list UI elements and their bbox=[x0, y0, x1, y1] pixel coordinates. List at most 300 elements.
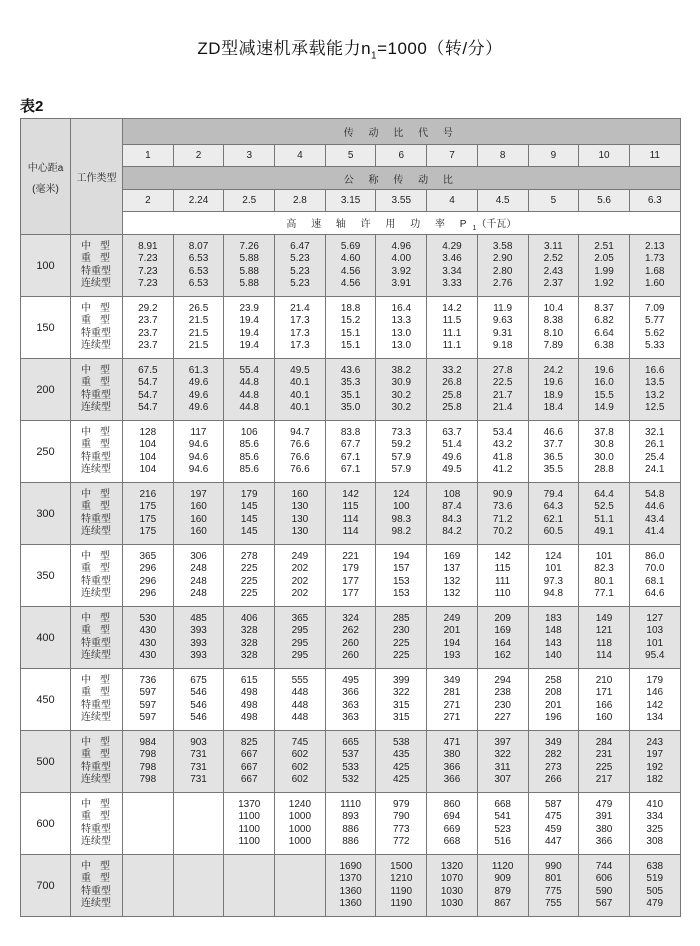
power-value: 5.69 bbox=[340, 241, 361, 253]
power-cell bbox=[477, 545, 528, 607]
power-value: 979 bbox=[392, 799, 410, 811]
power-value: 19.4 bbox=[239, 327, 259, 339]
work-type-label: 连续型 bbox=[81, 587, 111, 599]
power-value: 225 bbox=[240, 563, 258, 575]
power-cell bbox=[376, 421, 427, 483]
power-cell bbox=[427, 793, 478, 855]
power-value: 1360 bbox=[339, 885, 362, 897]
power-value: 134 bbox=[646, 711, 664, 723]
power-value: 76.6 bbox=[290, 439, 310, 451]
power-value: 54.7 bbox=[138, 377, 158, 389]
power-value: 669 bbox=[443, 823, 461, 835]
power-cell bbox=[579, 607, 630, 669]
power-value: 6.64 bbox=[594, 327, 614, 339]
power-cell bbox=[275, 669, 326, 731]
power-value: 115 bbox=[342, 501, 359, 513]
power-value: 84.2 bbox=[442, 525, 462, 537]
table-row bbox=[21, 731, 681, 793]
power-value: 278 bbox=[240, 551, 258, 563]
power-value: 70.2 bbox=[492, 525, 513, 537]
power-value: 94.6 bbox=[188, 463, 209, 475]
power-cell bbox=[376, 545, 427, 607]
power-value: 363 bbox=[342, 711, 359, 723]
power-value: 7.23 bbox=[138, 265, 158, 277]
power-value: 262 bbox=[342, 625, 359, 637]
power-value: 6.53 bbox=[188, 265, 209, 277]
power-cell bbox=[325, 731, 376, 793]
power-value: 179 bbox=[342, 563, 359, 575]
power-value: 49.6 bbox=[188, 377, 209, 389]
power-value: 171 bbox=[595, 687, 613, 699]
power-value: 10.4 bbox=[543, 303, 564, 315]
power-value: 130 bbox=[291, 501, 309, 513]
work-type-cell bbox=[71, 793, 123, 855]
power-cell bbox=[123, 669, 174, 731]
power-cell bbox=[579, 855, 630, 917]
power-value: 731 bbox=[190, 773, 207, 785]
power-value: 132 bbox=[443, 587, 461, 599]
power-value: 258 bbox=[545, 675, 562, 687]
power-value: 2.13 bbox=[645, 241, 665, 253]
power-value: 55.4 bbox=[239, 365, 259, 377]
work-type-label: 中型 bbox=[81, 365, 119, 377]
power-value: 271 bbox=[443, 711, 461, 723]
power-value: 798 bbox=[139, 761, 157, 773]
power-value: 435 bbox=[392, 749, 410, 761]
power-value: 64.3 bbox=[543, 501, 564, 513]
work-type-label: 重型 bbox=[81, 811, 119, 823]
power-cell bbox=[629, 793, 680, 855]
power-value: 5.77 bbox=[645, 315, 665, 327]
power-cell bbox=[173, 669, 224, 731]
power-value: 1240 bbox=[288, 799, 312, 811]
work-type-label: 连续型 bbox=[81, 463, 111, 475]
power-value: 366 bbox=[595, 835, 613, 847]
power-value: 231 bbox=[595, 749, 613, 761]
power-value: 101 bbox=[646, 637, 664, 649]
power-value: 825 bbox=[240, 737, 258, 749]
power-cell bbox=[376, 607, 427, 669]
power-value: 399 bbox=[392, 675, 410, 687]
power-value: 225 bbox=[392, 649, 410, 661]
power-value: 248 bbox=[190, 575, 207, 587]
power-value: 2.90 bbox=[492, 253, 513, 265]
power-value: 498 bbox=[240, 699, 258, 711]
center-distance-cell: 500 bbox=[21, 731, 71, 793]
power-value: 365 bbox=[139, 551, 157, 563]
power-value: 243 bbox=[646, 737, 664, 749]
power-value: 17.3 bbox=[290, 327, 310, 339]
power-cell bbox=[325, 793, 376, 855]
power-cell bbox=[224, 235, 275, 297]
power-value: 296 bbox=[139, 587, 157, 599]
ratio-code-cell: 11 bbox=[629, 145, 680, 167]
power-value: 153 bbox=[392, 575, 410, 587]
power-value: 667 bbox=[240, 749, 258, 761]
power-value: 40.1 bbox=[290, 401, 310, 413]
work-type-label: 重型 bbox=[81, 749, 119, 761]
power-value: 459 bbox=[545, 823, 562, 835]
power-cell bbox=[173, 731, 224, 793]
table-row bbox=[21, 545, 681, 607]
power-cell bbox=[325, 483, 376, 545]
power-value: 118 bbox=[596, 637, 612, 649]
power-value: 380 bbox=[443, 749, 461, 761]
power-value: 744 bbox=[595, 861, 613, 873]
power-value: 57.9 bbox=[391, 463, 412, 475]
power-value: 111 bbox=[495, 575, 511, 587]
power-value: 14.2 bbox=[442, 303, 462, 315]
power-cell bbox=[325, 297, 376, 359]
power-value: 2.76 bbox=[492, 277, 513, 289]
power-value: 54.8 bbox=[645, 489, 665, 501]
power-value: 13.5 bbox=[645, 377, 665, 389]
power-value: 40.1 bbox=[290, 377, 310, 389]
page-title bbox=[0, 34, 700, 61]
power-value: 1100 bbox=[238, 835, 260, 847]
power-value: 308 bbox=[646, 835, 664, 847]
power-value: 21.4 bbox=[290, 303, 310, 315]
center-distance-cell: 450 bbox=[21, 669, 71, 731]
nominal-ratio-cell: 5 bbox=[528, 190, 579, 212]
power-value: 1110 bbox=[340, 799, 361, 811]
power-value: 128 bbox=[139, 427, 157, 439]
power-value: 296 bbox=[139, 575, 157, 587]
power-cell bbox=[528, 855, 579, 917]
power-value: 53.4 bbox=[492, 427, 513, 439]
power-value: 77.1 bbox=[594, 587, 614, 599]
power-value: 1500 bbox=[390, 861, 413, 873]
power-value: 94.7 bbox=[290, 427, 310, 439]
power-value: 117 bbox=[190, 427, 207, 439]
work-type-label: 重型 bbox=[81, 873, 119, 885]
power-cell bbox=[629, 483, 680, 545]
power-value: 64.4 bbox=[594, 489, 614, 501]
power-cell bbox=[224, 359, 275, 421]
power-value: 15.1 bbox=[340, 327, 361, 339]
power-cell bbox=[477, 235, 528, 297]
power-value: 196 bbox=[545, 711, 562, 723]
power-value: 197 bbox=[646, 749, 664, 761]
power-cell bbox=[528, 235, 579, 297]
power-value: 21.5 bbox=[188, 339, 209, 351]
power-value: 532 bbox=[342, 773, 359, 785]
power-value: 27.8 bbox=[492, 365, 513, 377]
power-cell bbox=[477, 793, 528, 855]
power-value: 790 bbox=[392, 811, 410, 823]
power-value: 194 bbox=[392, 551, 410, 563]
power-value: 6.47 bbox=[290, 241, 310, 253]
power-value: 1000 bbox=[288, 823, 312, 835]
power-value: 23.9 bbox=[239, 303, 259, 315]
power-value: 23.7 bbox=[138, 339, 158, 351]
power-value: 175 bbox=[139, 525, 157, 537]
table-row bbox=[21, 483, 681, 545]
nominal-ratio-cell: 2.5 bbox=[224, 190, 275, 212]
power-value: 61.3 bbox=[188, 365, 209, 377]
power-value: 798 bbox=[139, 773, 157, 785]
power-value: 430 bbox=[139, 649, 157, 661]
center-distance-cell: 300 bbox=[21, 483, 71, 545]
power-value: 5.88 bbox=[239, 277, 259, 289]
power-value: 328 bbox=[240, 625, 258, 637]
nominal-ratio-cell: 4 bbox=[427, 190, 478, 212]
power-value: 284 bbox=[595, 737, 613, 749]
power-value: 1.68 bbox=[645, 265, 665, 277]
work-type-label: 特重型 bbox=[81, 327, 111, 339]
power-value: 16.4 bbox=[391, 303, 412, 315]
work-type-label: 重型 bbox=[81, 501, 119, 513]
power-value: 83.8 bbox=[340, 427, 361, 439]
power-value: 153 bbox=[392, 587, 410, 599]
power-cell bbox=[275, 235, 326, 297]
work-type-cell bbox=[71, 545, 123, 607]
power-value: 4.96 bbox=[391, 241, 412, 253]
power-value: 315 bbox=[392, 699, 410, 711]
power-value: 590 bbox=[595, 885, 613, 897]
power-value: 393 bbox=[190, 637, 207, 649]
power-value: 30.2 bbox=[391, 401, 412, 413]
power-value: 193 bbox=[443, 649, 461, 661]
power-value: 40.1 bbox=[290, 389, 310, 401]
nominal-ratio-cell: 2.8 bbox=[275, 190, 326, 212]
power-value: 638 bbox=[646, 861, 664, 873]
power-value: 63.7 bbox=[442, 427, 462, 439]
power-value: 15.2 bbox=[340, 315, 361, 327]
work-type-label: 中型 bbox=[81, 613, 119, 625]
power-value: 54.7 bbox=[138, 401, 158, 413]
power-cell bbox=[173, 855, 224, 917]
power-value: 6.53 bbox=[188, 253, 209, 265]
power-value: 13.0 bbox=[391, 339, 412, 351]
power-value: 169 bbox=[494, 625, 511, 637]
power-cell bbox=[275, 483, 326, 545]
power-value: 667 bbox=[240, 773, 258, 785]
power-value: 192 bbox=[646, 761, 664, 773]
power-value: 145 bbox=[240, 525, 258, 537]
power-cell bbox=[123, 235, 174, 297]
power-cell bbox=[427, 669, 478, 731]
nominal-ratio-cell: 5.6 bbox=[579, 190, 630, 212]
power-value: 334 bbox=[646, 811, 664, 823]
power-value: 282 bbox=[545, 749, 562, 761]
power-cell bbox=[579, 731, 630, 793]
power-value: 103 bbox=[646, 625, 664, 637]
work-type-label: 重型 bbox=[81, 563, 119, 575]
work-type-label: 中型 bbox=[81, 303, 119, 315]
power-value: 307 bbox=[494, 773, 511, 785]
power-cell bbox=[224, 669, 275, 731]
table-row bbox=[21, 607, 681, 669]
power-cell bbox=[173, 359, 224, 421]
power-value: 114 bbox=[596, 649, 612, 661]
power-value: 101 bbox=[595, 551, 613, 563]
power-value: 145 bbox=[240, 513, 258, 525]
center-distance-cell: 200 bbox=[21, 359, 71, 421]
ratio-code-cell: 10 bbox=[579, 145, 630, 167]
ratio-code-cell: 9 bbox=[528, 145, 579, 167]
power-value: 162 bbox=[494, 649, 511, 661]
power-value: 11.5 bbox=[442, 315, 462, 327]
power-cell bbox=[579, 297, 630, 359]
power-value: 36.5 bbox=[543, 451, 564, 463]
power-value: 893 bbox=[342, 811, 359, 823]
power-value: 142 bbox=[646, 699, 664, 711]
power-value: 15.1 bbox=[340, 339, 361, 351]
power-value: 14.9 bbox=[594, 401, 614, 413]
power-value: 37.7 bbox=[543, 439, 564, 451]
power-value: 498 bbox=[240, 711, 258, 723]
power-value: 296 bbox=[139, 563, 157, 575]
power-value: 1100 bbox=[238, 823, 260, 835]
power-value: 146 bbox=[646, 687, 664, 699]
power-value: 22.5 bbox=[492, 377, 513, 389]
work-type-label: 重型 bbox=[81, 315, 119, 327]
power-cell bbox=[123, 731, 174, 793]
power-value: 322 bbox=[494, 749, 511, 761]
table-row bbox=[21, 669, 681, 731]
power-value: 17.3 bbox=[290, 315, 310, 327]
title-main: ZD型减速机承载能力n bbox=[197, 39, 372, 58]
power-value: 197 bbox=[190, 489, 207, 501]
power-value: 35.3 bbox=[340, 377, 361, 389]
power-cell bbox=[325, 607, 376, 669]
power-value: 11.1 bbox=[442, 327, 462, 339]
power-value: 238 bbox=[494, 687, 511, 699]
power-value: 41.8 bbox=[492, 451, 513, 463]
power-value: 2.51 bbox=[594, 241, 614, 253]
power-value: 216 bbox=[139, 489, 157, 501]
power-value: 24.2 bbox=[543, 365, 564, 377]
power-cell bbox=[427, 545, 478, 607]
power-value: 6.82 bbox=[594, 315, 614, 327]
capacity-table bbox=[20, 118, 681, 917]
work-type-cell bbox=[71, 731, 123, 793]
power-value: 160 bbox=[190, 525, 207, 537]
power-value: 82.3 bbox=[594, 563, 614, 575]
work-type-label: 特重型 bbox=[81, 637, 111, 649]
ratio-code-cell: 1 bbox=[123, 145, 174, 167]
power-value: 5.33 bbox=[645, 339, 665, 351]
power-value: 295 bbox=[291, 637, 309, 649]
power-value: 87.4 bbox=[442, 501, 462, 513]
power-cell bbox=[579, 545, 630, 607]
power-value: 132 bbox=[443, 575, 461, 587]
power-value: 49.5 bbox=[290, 365, 310, 377]
power-value: 183 bbox=[545, 613, 562, 625]
power-cell bbox=[173, 545, 224, 607]
power-value: 324 bbox=[342, 613, 359, 625]
power-value: 990 bbox=[545, 861, 562, 873]
power-value: 179 bbox=[240, 489, 258, 501]
work-type-cell bbox=[71, 669, 123, 731]
power-value: 3.92 bbox=[391, 265, 412, 277]
power-value: 60.5 bbox=[543, 525, 564, 537]
power-value: 26.5 bbox=[188, 303, 209, 315]
power-cell bbox=[579, 483, 630, 545]
power-value: 68.1 bbox=[645, 575, 665, 587]
power-cell bbox=[376, 669, 427, 731]
power-value: 30.2 bbox=[391, 389, 412, 401]
power-value: 175 bbox=[139, 501, 157, 513]
power-value: 23.7 bbox=[138, 327, 158, 339]
power-value: 366 bbox=[342, 687, 359, 699]
power-value: 157 bbox=[392, 563, 410, 575]
power-value: 21.7 bbox=[492, 389, 513, 401]
power-cell bbox=[224, 421, 275, 483]
nominal-ratio-cell: 3.15 bbox=[325, 190, 376, 212]
power-value: 49.6 bbox=[442, 451, 462, 463]
power-value: 546 bbox=[190, 687, 207, 699]
power-cell bbox=[629, 297, 680, 359]
power-value: 248 bbox=[190, 563, 207, 575]
center-distance-cell: 400 bbox=[21, 607, 71, 669]
work-type-label: 连续型 bbox=[81, 711, 111, 723]
power-value: 325 bbox=[646, 823, 664, 835]
power-cell bbox=[224, 545, 275, 607]
power-value: 1000 bbox=[288, 835, 312, 847]
power-value: 736 bbox=[139, 675, 157, 687]
power-value: 11.9 bbox=[493, 303, 513, 315]
power-value: 4.56 bbox=[340, 277, 361, 289]
work-type-cell bbox=[71, 483, 123, 545]
power-value: 8.10 bbox=[543, 327, 564, 339]
power-value: 37.8 bbox=[594, 427, 614, 439]
power-cell bbox=[427, 483, 478, 545]
work-type-label: 特重型 bbox=[81, 451, 111, 463]
power-value: 29.2 bbox=[138, 303, 158, 315]
power-value: 363 bbox=[342, 699, 359, 711]
power-value: 179 bbox=[646, 675, 664, 687]
power-value: 2.05 bbox=[594, 253, 614, 265]
power-value: 903 bbox=[190, 737, 207, 749]
work-type-label: 特重型 bbox=[81, 699, 111, 711]
power-value: 26.1 bbox=[645, 439, 665, 451]
power-cell bbox=[427, 235, 478, 297]
power-value: 67.7 bbox=[340, 439, 361, 451]
power-value: 533 bbox=[342, 761, 359, 773]
power-cell bbox=[427, 855, 478, 917]
power-value: 33.2 bbox=[442, 365, 462, 377]
power-value: 315 bbox=[392, 711, 410, 723]
power-value: 530 bbox=[139, 613, 157, 625]
power-cell bbox=[477, 731, 528, 793]
work-type-label: 特重型 bbox=[81, 761, 111, 773]
power-value: 30.0 bbox=[594, 451, 614, 463]
power-value: 1.60 bbox=[645, 277, 665, 289]
power-value: 349 bbox=[545, 737, 562, 749]
power-value: 84.3 bbox=[442, 513, 462, 525]
power-cell bbox=[427, 359, 478, 421]
power-value: 13.0 bbox=[391, 327, 412, 339]
power-value: 124 bbox=[392, 489, 410, 501]
power-value: 879 bbox=[494, 885, 511, 897]
power-value: 555 bbox=[291, 675, 309, 687]
power-value: 391 bbox=[595, 811, 613, 823]
power-value: 97.3 bbox=[543, 575, 564, 587]
power-value: 43.4 bbox=[645, 513, 665, 525]
power-value: 485 bbox=[190, 613, 207, 625]
power-value: 49.6 bbox=[188, 401, 209, 413]
power-cell bbox=[477, 855, 528, 917]
power-value: 311 bbox=[494, 761, 511, 773]
work-type-label: 特重型 bbox=[81, 575, 111, 587]
power-cell bbox=[224, 855, 275, 917]
power-value: 127 bbox=[646, 613, 664, 625]
power-value: 249 bbox=[291, 551, 309, 563]
power-value: 430 bbox=[139, 637, 157, 649]
work-type-label: 连续型 bbox=[81, 649, 111, 661]
